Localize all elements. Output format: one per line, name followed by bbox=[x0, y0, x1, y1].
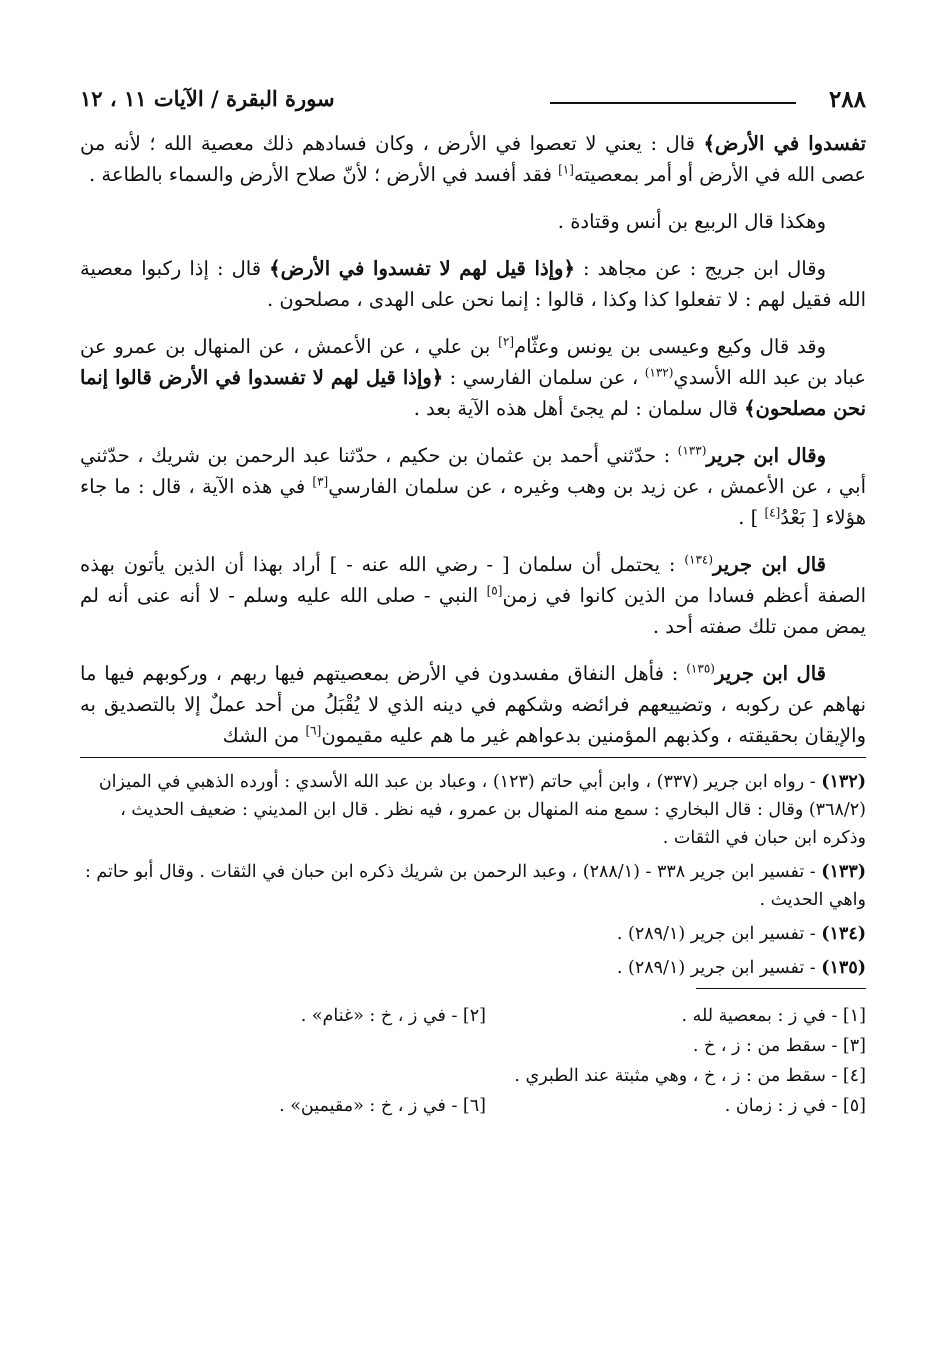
footnote-133: (١٣٣) - تفسير ابن جرير ٣٣٨ - (٢٨٨/١) ، وعبد الرحمن بن شريك ذكره ابن حبان في الثقات . وقال أبو حاتم : واهي الحديث . bbox=[84, 862, 866, 910]
paragraph-3: وقال ابن جريج : عن مجاهد : ﴿وإذا قيل لهم لا تفسدوا في الأرض﴾ قال : إذا ركبوا معصية الله فقيل لهم : لا تفعلوا كذا وكذا ، قالوا : إنما نحن على الهدى ، مصلحون . bbox=[80, 257, 866, 311]
paragraph-7: قال ابن جرير$^{(١٣٥)}$ : فأهل النفاق مفسدون في الأرض بمعصيتهم فيها ربهم ، وركوبهم فيها ما نهاهم عن ركوبه ، وتضييعهم فرائضه وشكهم في دينه الذي لا يُقْبَلُ من أحد عملٌ إلا بالتصديق به والإيقان بحقيقته ، وكذبهم المؤمنين بدعواهم غير ما هم عليه مقيمون[٦] من الشك bbox=[80, 661, 866, 747]
footnote-132: (١٣٢) - رواه ابن جرير (٣٣٧) ، وابن أبي حاتم (١٢٣) ، وعباد بن عبد الله الأسدي : أورده الذهبي في الميزان (٣٦٨/٢) وقال : قال البخاري : سمع منه المنهال بن عمرو ، فيه نظر . قال ابن المديني : ضعيف الحديث ، وذكره ابن حبان في الثقات . bbox=[98, 772, 866, 848]
note-3: [٣] - سقط من : ز ، خ . bbox=[692, 1036, 866, 1056]
main-text bbox=[80, 128, 866, 751]
notes-separator bbox=[696, 988, 866, 989]
page-header bbox=[80, 82, 866, 122]
note-6: [٦] - في ز ، خ : «مقيمين» . bbox=[279, 1096, 486, 1116]
note-row bbox=[80, 1031, 866, 1061]
variant-notes bbox=[80, 1001, 866, 1121]
note-row bbox=[80, 1061, 866, 1091]
header-rule bbox=[550, 102, 796, 104]
footnote-135: (١٣٥) - تفسير ابن جرير (٢٨٩/١) . bbox=[616, 958, 866, 978]
note-row bbox=[80, 1091, 866, 1121]
note-2: [٢] - في ز ، خ : «غنام» . bbox=[300, 1006, 486, 1026]
footnotes bbox=[80, 768, 866, 982]
paragraph-2: وهكذا قال الربيع بن أنس وقتادة . bbox=[557, 210, 826, 233]
paragraph-1: تفسدوا في الأرض﴾ قال : يعني لا تعصوا في الأرض ، وكان فسادهم ذلك معصية الله ؛ لأنه من عصى الله في الأرض أو أمر بمعصيته[١] فقد أفسد في الأرض ؛ لأنّ صلاح الأرض والسماء بالطاعة . bbox=[80, 132, 867, 186]
note-4: [٤] - سقط من : ز ، خ ، وهي مثبتة عند الطبري . bbox=[514, 1066, 866, 1086]
paragraph-4: وقد قال وكيع وعيسى بن يونس وعثّام[٢] بن علي ، عن الأعمش ، عن المنهال بن عمرو عن عباد بن عبد الله الأسدي$^{(١٣٢)}$ ، عن سلمان الفارسي : ﴿وإذا قيل لهم لا تفسدوا في الأرض قالوا إنما نحن مصلحون﴾ قال سلمان : لم يجئ أهل هذه الآية بعد . bbox=[80, 334, 866, 420]
footnote-separator bbox=[80, 757, 866, 758]
surah-title: سورة البقرة / الآيات ١١ ، ١٢ bbox=[80, 86, 335, 111]
footnote-134: (١٣٤) - تفسير ابن جرير (٢٨٩/١) . bbox=[616, 924, 866, 944]
note-row bbox=[80, 1001, 866, 1031]
book-page bbox=[80, 82, 866, 1121]
note-5: [٥] - في ز : زمان . bbox=[724, 1096, 866, 1116]
paragraph-5: وقال ابن جرير$^{(١٣٣)}$ : حدّثني أحمد بن عثمان بن حكيم ، حدّثنا عبد الرحمن بن شريك ، حدّثني أبي ، عن الأعمش ، عن زيد بن وهب وغيره ، عن سلمان الفارسي[٣] في هذه الآية ، قال : ما جاء هؤلاء [ بَعْدُ[٤] ] . bbox=[80, 443, 867, 529]
page-number: ٢٨٨ bbox=[828, 86, 866, 113]
note-1: [١] - في ز : بمعصية لله . bbox=[681, 1006, 866, 1026]
paragraph-6: قال ابن جرير$^{(١٣٤)}$ : يحتمل أن سلمان [ - رضي الله عنه - ] أراد بهذا أن الذين يأتون بهذه الصفة أعظم فسادا من الذين كانوا في زمن[٥] النبي - صلى الله عليه وسلم - لا أنه عنى أنه لم يمض ممن تلك صفته أحد . bbox=[80, 552, 867, 638]
